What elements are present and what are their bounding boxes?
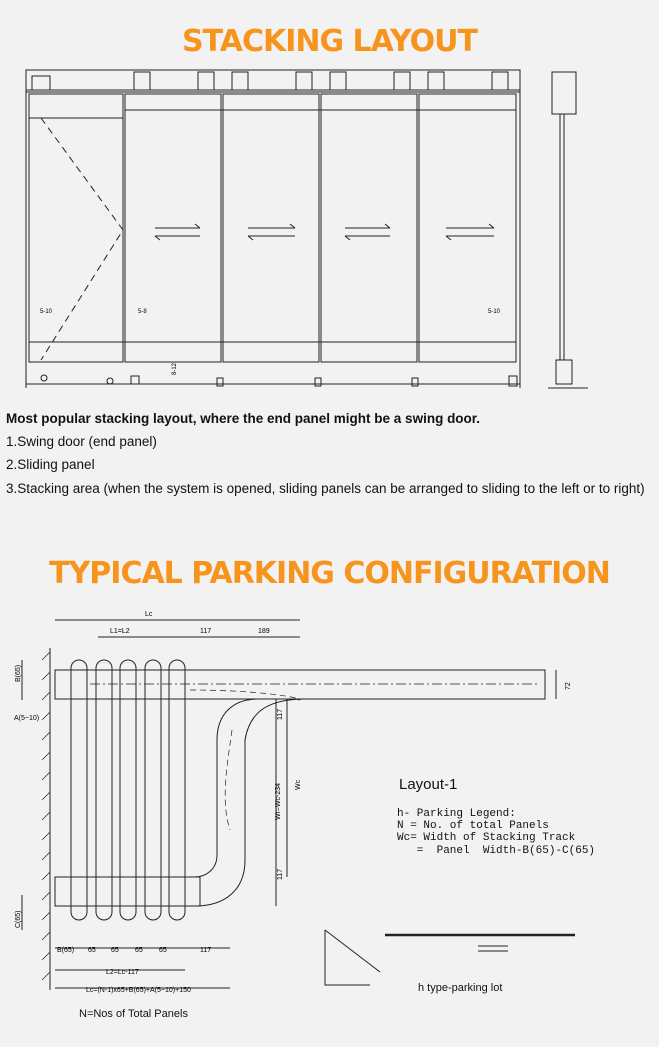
dim-65-a: 65 [88, 947, 96, 954]
dim-b65-top: B(65) [15, 664, 22, 682]
dim-189: 189 [258, 628, 270, 635]
parking-track-curve [55, 699, 306, 906]
dim-left-gap: 5-10 [40, 309, 53, 315]
parking-configuration-title: TYPICAL PARKING CONFIGURATION [49, 556, 610, 591]
dim-right-gap: 5-10 [488, 309, 501, 315]
dim-117-bottom: 117 [200, 947, 212, 954]
dim-l1: L1=L2 [110, 628, 130, 635]
h-parking-caption: h type-parking lot [418, 982, 503, 994]
dim-72: 72 [565, 682, 572, 690]
legend-line: h- Parking Legend: [397, 808, 516, 820]
legend-line: N = No. of total Panels [397, 820, 549, 832]
dim-wr: Wr=Wc-234 [275, 782, 282, 820]
stacking-description: Most popular stacking layout, where the end panel might be a swing door. [6, 411, 481, 426]
dim-lc: Lc [145, 611, 153, 618]
dim-b65-bottom: B(65) [57, 947, 75, 954]
n-caption: N=Nos of Total Panels [79, 1008, 188, 1020]
main-track [55, 670, 545, 699]
dim-a: A(5~10) [14, 715, 40, 722]
dim-panel-gap: 5-8 [138, 309, 147, 315]
dim-bottom-gap: 8-12 [172, 362, 178, 375]
dim-117-right-bottom: 117 [277, 868, 284, 880]
dim-117-top: 117 [200, 628, 212, 635]
legend-line: = Panel Width-B(65)-C(65) [397, 845, 596, 857]
layout-title: Layout-1 [399, 776, 458, 793]
h-parking-symbol [325, 930, 380, 985]
dim-65-d: 65 [159, 947, 167, 954]
stacking-layout-title: STACKING LAYOUT [181, 24, 477, 59]
legend-line: Wc= Width of Stacking Track [397, 832, 576, 844]
dim-65-b: 65 [111, 947, 119, 954]
dim-formula: Lc=(N-1)x65+B(65)+A(5~10)+150 [86, 987, 191, 994]
legend-item-sliding-panel: 2.Sliding panel [6, 457, 95, 472]
dim-65-c: 65 [135, 947, 143, 954]
dim-c65: C(65) [15, 910, 22, 928]
legend-item-swing-door: 1.Swing door (end panel) [6, 434, 157, 449]
dim-117-right-top: 117 [277, 708, 284, 720]
dim-wc: Wc [295, 779, 302, 790]
dim-l2: L2=Lc-117 [106, 969, 139, 976]
legend-item-stacking-area: 3.Stacking area (when the system is opened, sliding panels can be arranged to sliding to the left or to right) [6, 481, 645, 496]
